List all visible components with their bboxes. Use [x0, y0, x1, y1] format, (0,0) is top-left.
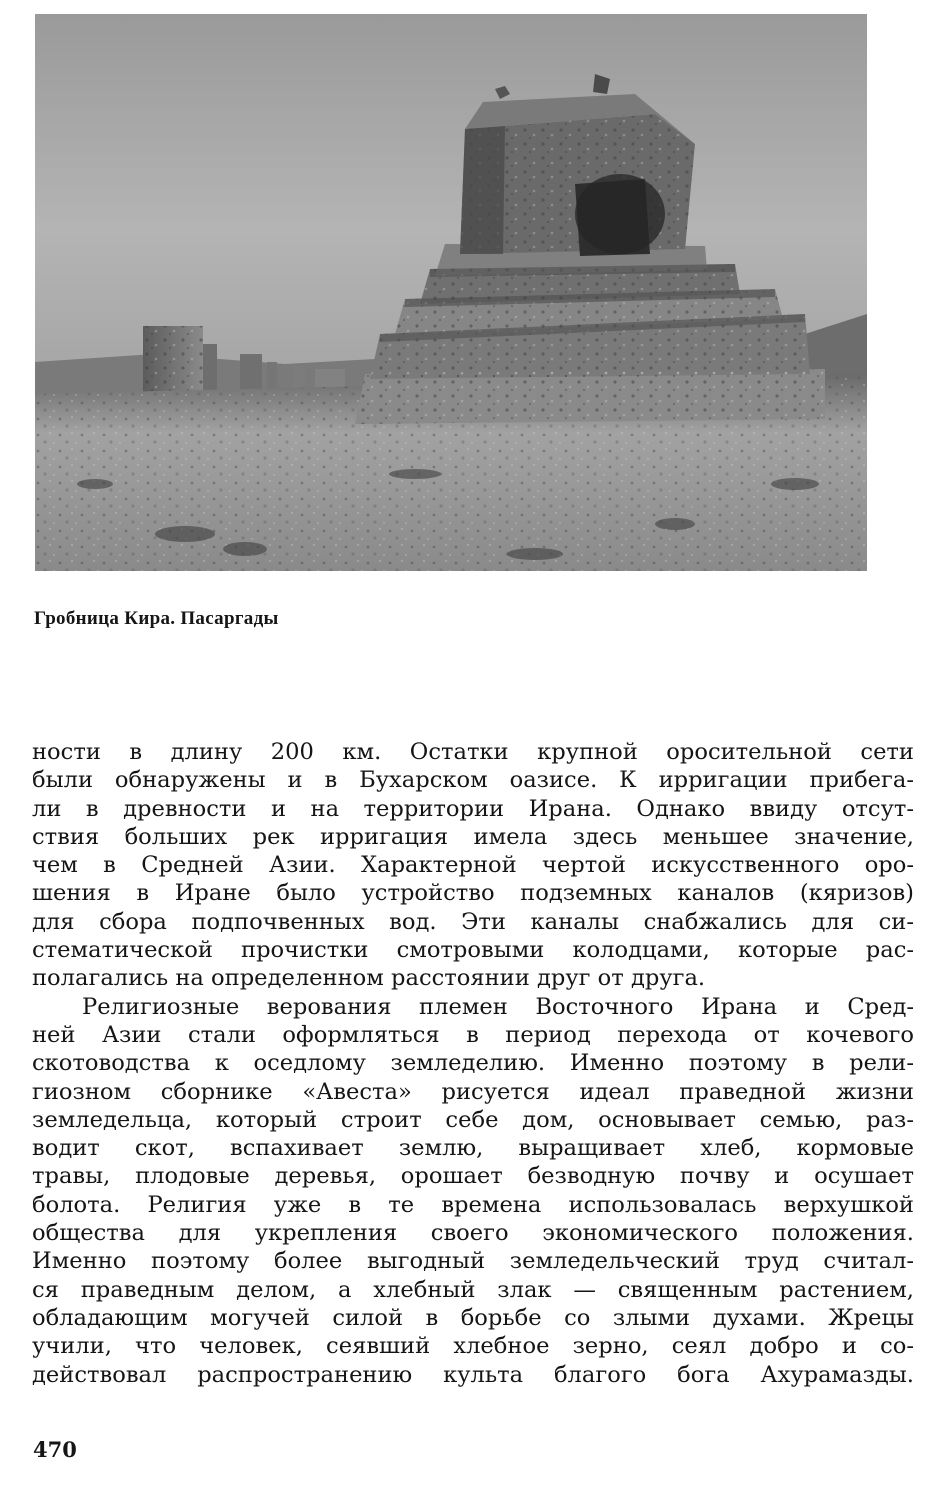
text-line: ней Азии стали оформляться в период перехода от кочевого [32, 1021, 914, 1048]
body-text [32, 738, 914, 1389]
text-line: ли в древности и на территории Ирана. Однако ввиду отсут- [32, 795, 914, 822]
text-line: гиозном сборнике «Авеста» рисуется идеал праведной жизни [32, 1078, 914, 1105]
text-line: болота. Религия уже в те времена использовалась верхушкой [32, 1191, 914, 1218]
text-line: учили, что человек, сеявший хлебное зерно, сеял добро и со- [32, 1333, 914, 1360]
text-line: водит скот, вспахивает землю, выращивает хлеб, кормовые [32, 1135, 914, 1162]
text-line: ся праведным делом, а хлебный злак — священным растением, [32, 1276, 914, 1303]
text-line: для сбора подпочвенных вод. Эти каналы снабжались для си- [32, 908, 914, 935]
text-line: общества для укрепления своего экономического положения. [32, 1220, 914, 1247]
text-line: травы, плодовые деревья, орошает безводную почву и осушает [32, 1163, 914, 1190]
text-line: полагались на определенном расстоянии друг от друга. [32, 965, 706, 992]
text-line: земледельца, который строит себе дом, основывает семью, раз- [32, 1106, 914, 1133]
text-line: Религиозные верования племен Восточного Ирана и Сред- [82, 993, 914, 1020]
text-line: шения в Иране было устройство подземных каналов (кяризов) [32, 880, 914, 907]
text-line: были обнаружены и в Бухарском оазисе. К ирригации прибега- [32, 767, 914, 794]
text-line: Именно поэтому более выгодный земледельческий труд считал- [32, 1248, 914, 1275]
paragraph-2 [32, 993, 914, 1389]
text-line: скотоводства к оседлому земледелию. Именно поэтому в рели- [32, 1050, 914, 1077]
text-line: обладающим могучей силой в борьбе со злыми духами. Жрецы [32, 1304, 914, 1331]
page-number: 470 [33, 1437, 77, 1462]
text-line: ствия больших рек ирригация имела здесь меньшее значение, [32, 823, 914, 850]
photo-illustration [35, 14, 867, 571]
text-line: стематической прочистки смотровыми колодцами, которые рас- [32, 937, 914, 964]
photo-caption: Гробница Кира. Пасаргады [34, 608, 279, 629]
text-line: действовал распространению культа благого бога Ахурамазды. [32, 1361, 914, 1388]
photo-tomb-of-cyrus [35, 14, 867, 571]
text-line: ности в длину 200 км. Остатки крупной оросительной сети [32, 739, 914, 765]
text-line: чем в Средней Азии. Характерной чертой искусственного оро- [32, 852, 914, 879]
paragraph-1 [32, 738, 914, 993]
